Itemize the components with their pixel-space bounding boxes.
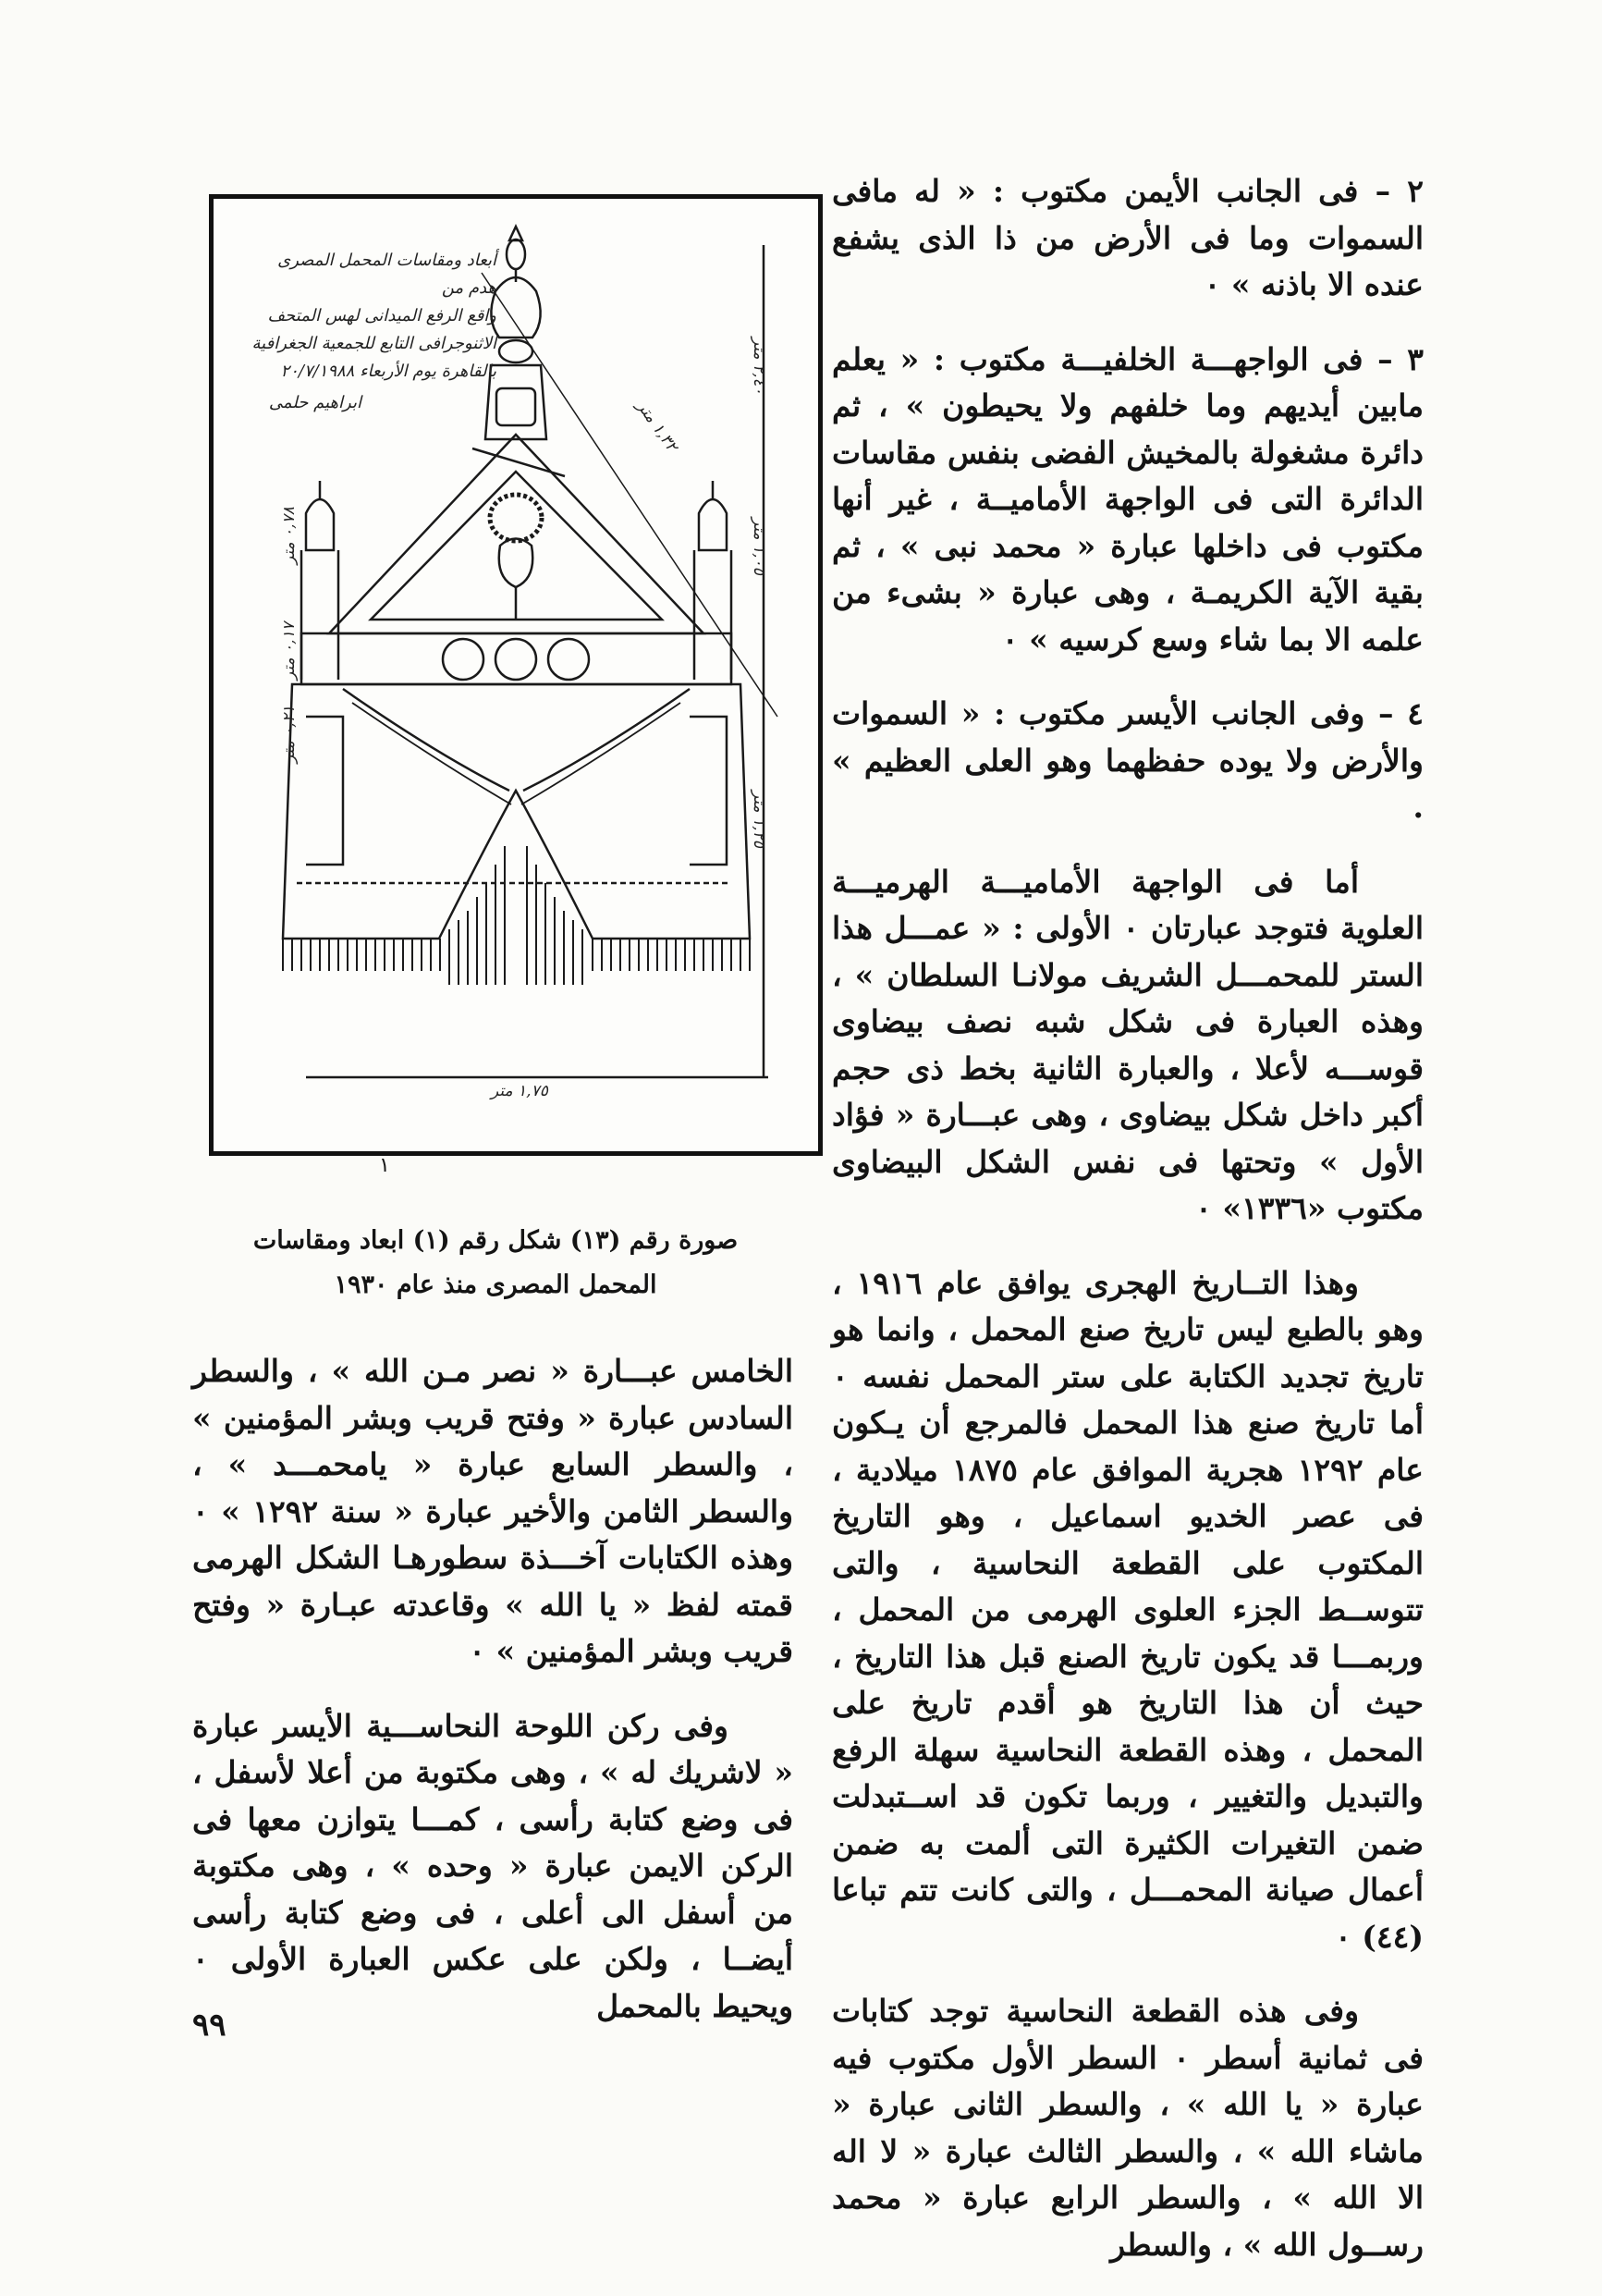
caption-line: المحمل المصرى منذ عام ١٩٣٠ — [334, 1271, 657, 1299]
left-text-column — [192, 1348, 793, 2057]
note-line: أبعاد ومقاسات المحمل المصرى هدم من — [277, 251, 496, 298]
dimension-label: ٠,٢١ متر — [280, 706, 299, 763]
dimension-label: ٠,٧٨ متر — [280, 507, 299, 564]
figure-survey-note — [247, 247, 496, 386]
paragraph: وهذا التــاريخ الهجرى يوافق عام ١٩١٦ ، وهو بالطبع ليس تاريخ صنع المحمل ، وانما هو تاريخ تجديد الكتابة على ستر المحمل نفسه ٠ أما تاريخ صنع هذا المحمل فالمرجع أن يـكون عام ١٢٩٢ هجرية الموافق عام ١٨٧٥ ميلادية ، فى عصر الخديو اسماعيل ، وهو التاريخ المكتوب على القطعة النحاسية ، والتى تتوســط الجزء العلوى الهرمى من المحمل ، وربمـــا قد يكون تاريخ الصنع قبل هذا التاريخ ، حيث أن هذا التاريخ هو أقدم تاريخ على المحمل ، وهذه القطعة النحاسية سهلة الرفع والتبديل والتغيير ، وربما تكون قد اســتبدلت ضمن التغيرات الكثيرة التى ألمت به ضمن أعمال صيانة المحمـــل ، والتى كانت تتم تباعا (٤٤) ٠ — [832, 1264, 1424, 1955]
figure-marker: ١ — [379, 1154, 390, 1177]
figure-signature: ابراهيم حلمى — [268, 393, 361, 412]
right-text-column — [832, 168, 1424, 2296]
paragraph: وفى ركن اللوحة النحاســـية الأيسر عبارة « لاشريك له » ، وهى مكتوبة من أعلا لأسفل ، فى وضع كتابة رأسى ، كمـــا يتوازن معها فى الركن الايمن عبارة « وحده » ، وهى مكتوبة من أسفل الى أعلى ، فى وضع كتابة رأسى أيضــا ، ولكن على عكس العبارة الأولى ٠ ويحيط بالمحمل — [192, 1707, 793, 2024]
page-number: ٩٩ — [192, 2007, 226, 2044]
figure-caption — [218, 1219, 773, 1308]
paragraph: الخامس عبـــارة « نصر مـن الله » ، والسطر السادس عبارة « وفتح قريب وبشر المؤمنين » ، والسطر السابع عبارة « يامحمـــد » ، والسطر الثامن والأخير عبارة « سنة ١٢٩٢ » ٠ وهذه الكتابات آخـــذة سطورهـا الشكل الهرمى قمته لفظ « يا الله » وقاعدته عبـارة « وفتح قريب وبشر المؤمنين » ٠ — [192, 1353, 793, 1669]
paragraph: ٢ – فى الجانب الأيمن مكتوب : « له مافى السموات وما فى الأرض من ذا الذى يشفع عنده الا باذنه » ٠ — [832, 173, 1424, 302]
note-line: الاثنوجرافى التابع للجمعية الجغرافية — [251, 334, 496, 353]
dimension-label: ٢,٤٠ متر — [750, 338, 768, 395]
note-line: واقع الرفع الميدانى لهس المتحف — [267, 306, 496, 325]
note-line: بالقاهرة يوم الأربعاء ٢٠/٧/١٩٨٨ — [280, 362, 496, 381]
paragraph: أما فى الواجهة الأماميـــة الهرميـــة العلوية فتوجد عبارتان ٠ الأولى : « عمـــل هذا الستر للمحمـــل الشريف مولانـا السلطان » ، وهذه العبارة فى شكل شبه نصف بيضاوى قوســـه لأعلا ، والعبارة الثانية بخط ذى حجم أكبر داخل شكل بيضاوى ، وهى عبـــارة « فؤاد الأول » وتحتها فى نفس الشكل البيضاوى مكتوب «١٣٣٦» ٠ — [832, 863, 1424, 1226]
dimension-label: ١,٧٥ متر — [491, 1082, 548, 1100]
caption-line: صورة رقم (١٣) شكل رقم (١) ابعاد ومقاسات — [252, 1226, 739, 1255]
mahmal-drawing-figure — [209, 194, 823, 1156]
dimension-label: ١,٠٥ متر — [750, 518, 768, 575]
paragraph: وفى هذه القطعة النحاسية توجد كتابات فى ثمانية أسطر ٠ السطر الأول مكتوب فيه عبارة « يا الله » ، والسطر الثانى عبارة « ماشاء الله » ، والسطر الثالث عبارة « لا اله الا الله » ، والسطر الرابع عبارة « محمد رســول الله » ، والسطر — [832, 1993, 1424, 2263]
paragraph: ٤ – وفى الجانب الأيسر مكتوب : « السموات والأرض ولا يوده حفظهما وهو العلى العظيم » . — [832, 695, 1424, 825]
paragraph: ٣ – فى الواجهـــة الخلفيـــة مكتوب : « يعلم مابين أيديهم وما خلفهم ولا يحيطون » ، ثم دائرة مشغولة بالمخيش الفضى بنفس مقاسات الدائرة التى فى الواجهة الأماميــة ، غير أنها مكتوب فى داخلها عبارة « محمد نبى » ، ثم بقية الآية الكريمـة ، وهى عبارة « بشىء من علمه الا بما شاء وسع كرسيه » ٠ — [832, 340, 1424, 657]
dimension-label: ١,٢٥ متر — [750, 791, 768, 848]
dimension-label: ٠,١٧ متر — [280, 622, 299, 680]
dimension-label: ١,٣٢ متر — [632, 398, 681, 456]
